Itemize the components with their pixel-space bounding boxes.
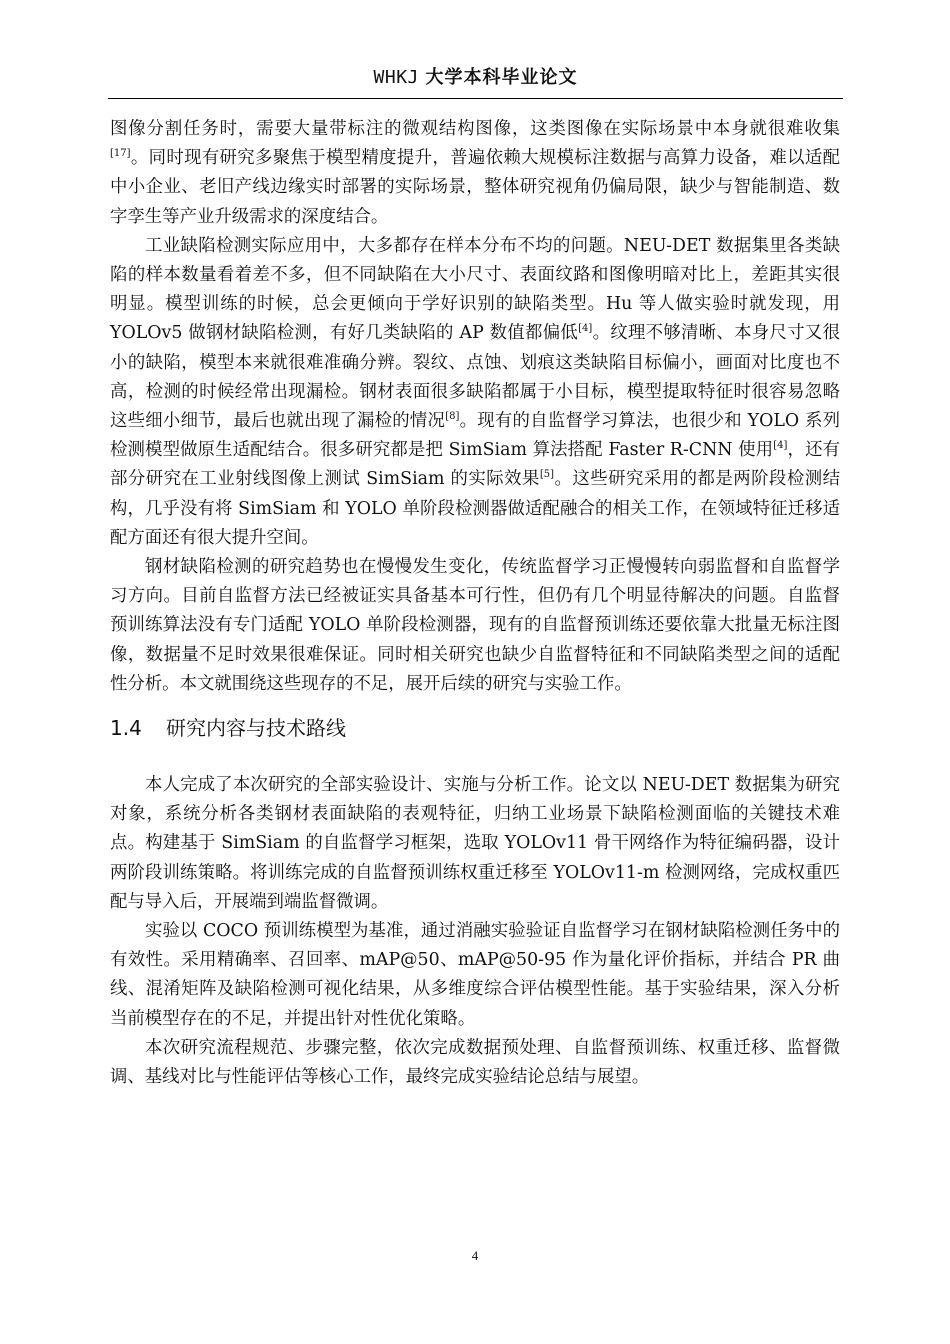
bottom-paragraphs	[110, 771, 840, 1092]
header-title: 大学本科毕业论文	[425, 67, 578, 88]
citation-marker: [8]	[445, 411, 460, 423]
paragraph-text: 钢材缺陷检测的研究趋势也在慢慢发生变化，传统监督学习正慢慢转向弱监督和自监督学习方向。目前自监督方法已经被证实具备基本可行性，但仍有几个明显待解决的问题。自监督预训练算法没有专门适配 YOLO 单阶段检测器，现有的自监督预训练还要依靠大批量无标注图像，数据量不足时效果很难保证。同时相关研究也缺少自监督特征和不同缺陷类型之间的适配性分析。本文就围绕这些现存的不足，展开后续的研究与实验工作。	[110, 557, 840, 694]
section-title: 研究内容与技术路线	[166, 716, 346, 741]
body-paragraph	[110, 771, 840, 917]
paragraph-text: 本次研究流程规范、步骤完整，依次完成数据预处理、自监督预训练、权重迁移、监督微调、基线对比与性能评估等核心工作，最终完成实验结论总结与展望。	[110, 1037, 840, 1088]
body-paragraph	[110, 1034, 840, 1092]
header-rule	[108, 98, 843, 99]
citation-marker: [17]	[110, 148, 131, 160]
body-paragraph	[110, 553, 840, 699]
paragraph-text: 。同时现有研究多聚焦于模型精度提升，普遍依赖大规模标注数据与高算力设备，难以适配中小企业、老旧产线边缘实时部署的实际场景，整体研究视角仍偏局限，缺少与智能制造、数字孪生等产业升级需求的深度结合。	[110, 148, 840, 227]
body-text	[110, 115, 840, 1092]
body-paragraph	[110, 115, 840, 232]
page-number: 4	[471, 1248, 479, 1263]
citation-marker: [5]	[539, 469, 555, 481]
paragraph-text: 实验以 COCO 预训练模型为基准，通过消融实验验证自监督学习在钢材缺陷检测任务中的有效性。采用精确率、召回率、mAP@50、mAP@50-95 作为量化评价指标，并结合 PR 曲线、混淆矩阵及缺陷检测可视化结果，从多维度综合评估模型性能。基于实验结果，深入分析当前模型存在的不足，并提出针对性优化策略。	[110, 921, 840, 1029]
paragraph-text: 。纹理不够清晰、本身尺寸又很小的缺陷，模型本来就很难准确分辨。裂纹、点蚀、划痕这类缺陷目标偏小，画面对比度也不高，检测的时候经常出现漏检。钢材表面很多缺陷都属于小目标，模型提取特征时很容易忽略这些细小细节，最后也就出现了漏检的情况	[110, 323, 840, 432]
running-header	[108, 62, 843, 93]
paragraph-text: 。这些研究采用的都是两阶段检测结构，几乎没有将 SimSiam 和 YOLO 单阶段检测器做适配融合的相关工作，在领域特征迁移适配方面还有很大提升空间。	[110, 469, 840, 548]
section-heading	[110, 713, 840, 743]
top-paragraphs	[110, 115, 840, 699]
header-code: WHKJ	[373, 67, 419, 88]
paragraph-text: ，还有部分研究在工业射线图像上测试 SimSiam 的实际效果	[110, 440, 840, 490]
paragraph-text: 图像分割任务时，需要大量带标注的微观结构图像，这类图像在实际场景中本身就很难收集	[110, 119, 840, 139]
citation-marker: [4]	[578, 323, 593, 335]
body-paragraph	[110, 917, 840, 1034]
body-paragraph	[110, 232, 840, 553]
citation-marker: [4]	[773, 440, 788, 452]
paragraph-text: 工业缺陷检测实际应用中，大多都存在样本分布不均的问题。NEU-DET 数据集里各类缺陷的样本数量看着差不多，但不同缺陷在大小尺寸、表面纹路和图像明暗对比上，差距其实很明显。模型训练的时候，总会更倾向于学好识别的缺陷类型。Hu 等人做实验时就发现，用 YOLOv5 做钢材缺陷检测，有好几类缺陷的 AP 数值都偏低	[110, 235, 840, 344]
paragraph-text: 本人完成了本次研究的全部实验设计、实施与分析工作。论文以 NEU-DET 数据集为研究对象，系统分析各类钢材表面缺陷的表观特征，归纳工业场景下缺陷检测面临的关键技术难点。构建基于 SimSiam 的自监督学习框架，选取 YOLOv11 骨干网络作为特征编码器，设计两阶段训练策略。将训练完成的自监督预训练权重迁移至 YOLOv11-m 检测网络，完成权重匹配与导入后，开展端到端监督微调。	[110, 775, 840, 912]
section-number: 1.4	[110, 716, 142, 741]
paragraph-text: 。现有的自监督学习算法，也很少和 YOLO 系列检测模型做原生适配结合。很多研究都是把 SimSiam 算法搭配 Faster R-CNN 使用	[110, 411, 840, 461]
